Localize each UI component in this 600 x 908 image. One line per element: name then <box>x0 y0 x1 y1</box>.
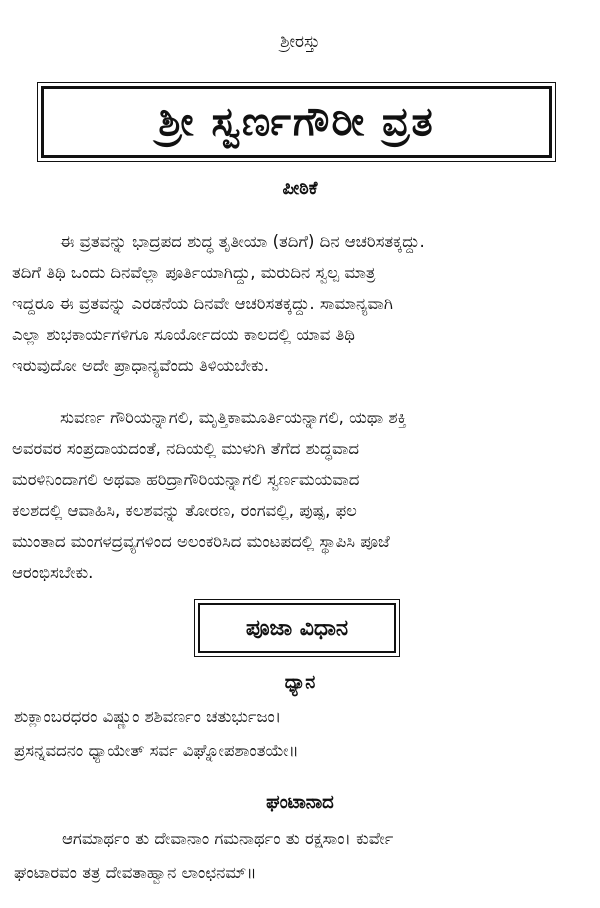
paragraph-line: ಮುಂತಾದ ಮಂಗಳದ್ರವ್ಯಗಳಿಂದ ಅಲಂಕರಿಸಿದ ಮಂಟಪದಲ್ಲಿ ಸ್ಥಾಪಿಸಿ ಪೂಜೆ <box>12 532 390 551</box>
page-title: ಶ್ರೀ ಸ್ವರ್ಣಗೌರೀ ವ್ರತ <box>158 99 435 145</box>
preface-heading: ಪೀಠಿಕೆ <box>282 178 318 199</box>
paragraph-line: ಇದ್ದರೂ ಈ ವ್ರತವನ್ನು ಎರಡನೆಯ ದಿನವೇ ಆಚರಿಸತಕ್ಕದ್ದು. ಸಾಮಾನ್ಯವಾಗಿ <box>12 294 393 313</box>
puja-heading: ಪೂಜಾ ವಿಧಾನ <box>245 615 349 641</box>
dhyana-heading: ಧ್ಯಾನ <box>284 672 316 693</box>
paragraph-line: ಎಲ್ಲಾ ಶುಭಕಾರ್ಯಗಳಿಗೂ ಸೂರ್ಯೋದಯ ಕಾಲದಲ್ಲಿ ಯಾವ ತಿಥಿ <box>12 325 355 344</box>
puja-heading-box <box>198 603 396 653</box>
paragraph-line: ಈ ವ್ರತವನ್ನು ಭಾದ್ರಪದ ಶುದ್ಧ ತೃತೀಯಾ (ತದಿಗೆ) ದಿನ ಆಚರಿಸತಕ್ಕದ್ದು. <box>60 232 425 251</box>
paragraph-line: ಕಲಶದಲ್ಲಿ ಆವಾಹಿಸಿ, ಕಲಶವನ್ನು ತೋರಣ, ರಂಗವಲ್ಲಿ, ಪುಷ್ಪ, ಫಲ <box>12 501 357 520</box>
paragraph-2 <box>12 402 588 588</box>
paragraph-line: ಸುವರ್ಣ ಗೌರಿಯನ್ನಾಗಲಿ, ಮೃತ್ತಿಕಾಮೂರ್ತಿಯನ್ನಾಗಲಿ, ಯಥಾ ಶಕ್ತಿ <box>60 408 407 427</box>
verse-line: ಶುಕ್ಲಾಂಬರಧರಂ ವಿಷ್ಣುಂ ಶಶಿವರ್ಣಂ ಚತುರ್ಭುಜಂ। <box>14 707 282 726</box>
verse-line: ಪ್ರಸನ್ನವದನಂ ಧ್ಯಾಯೇತ್ ಸರ್ವ ವಿಘ್ನೋಪಶಾಂತಯೇ॥ <box>14 741 299 760</box>
paragraph-line: ಇರುವುದೋ ಅದೇ ಪ್ರಾಧಾನ್ಯವೆಂದು ತಿಳಿಯಬೇಕು. <box>12 356 269 375</box>
paragraph-line: ಆರಂಭಿಸಬೇಕು. <box>12 563 94 582</box>
paragraph-line: ತದಿಗೆ ತಿಥಿ ಒಂದು ದಿನವೆಲ್ಲಾ ಪೂರ್ತಿಯಾಗಿದ್ದು, ಮರುದಿನ ಸ್ವಲ್ಪ ಮಾತ್ರ <box>12 263 376 282</box>
paragraph-line: ಮರಳಿನಿಂದಾಗಲಿ ಅಥವಾ ಹರಿದ್ರಾಗೌರಿಯನ್ನಾಗಲಿ ಸ್ವರ್ಣಮಯವಾದ <box>12 470 360 489</box>
paragraph-1 <box>12 226 588 381</box>
title-box <box>41 86 552 158</box>
invocation-text: ಶ್ರೀರಸ್ತು <box>280 32 320 52</box>
paragraph-line: ಅವರವರ ಸಂಪ್ರದಾಯದಂತೆ, ನದಿಯಲ್ಲಿ ಮುಳುಗಿ ತೆಗೆದ ಶುದ್ಧವಾದ <box>12 439 360 458</box>
ghanta-verse <box>14 822 590 890</box>
verse-line: ಆಗಮಾರ್ಥಂ ತು ದೇವಾನಾಂ ಗಮನಾರ್ಥಂ ತು ರಕ್ಷಸಾಂ। ಕುರ್ವೇ <box>62 829 394 848</box>
ghanta-heading: ಘಂಟಾನಾದ <box>266 792 334 813</box>
dhyana-verse <box>14 700 590 768</box>
verse-line: ಘಂಟಾರವಂ ತತ್ರ ದೇವತಾಹ್ವಾನ ಲಾಂಛನಮ್॥ <box>14 863 257 882</box>
